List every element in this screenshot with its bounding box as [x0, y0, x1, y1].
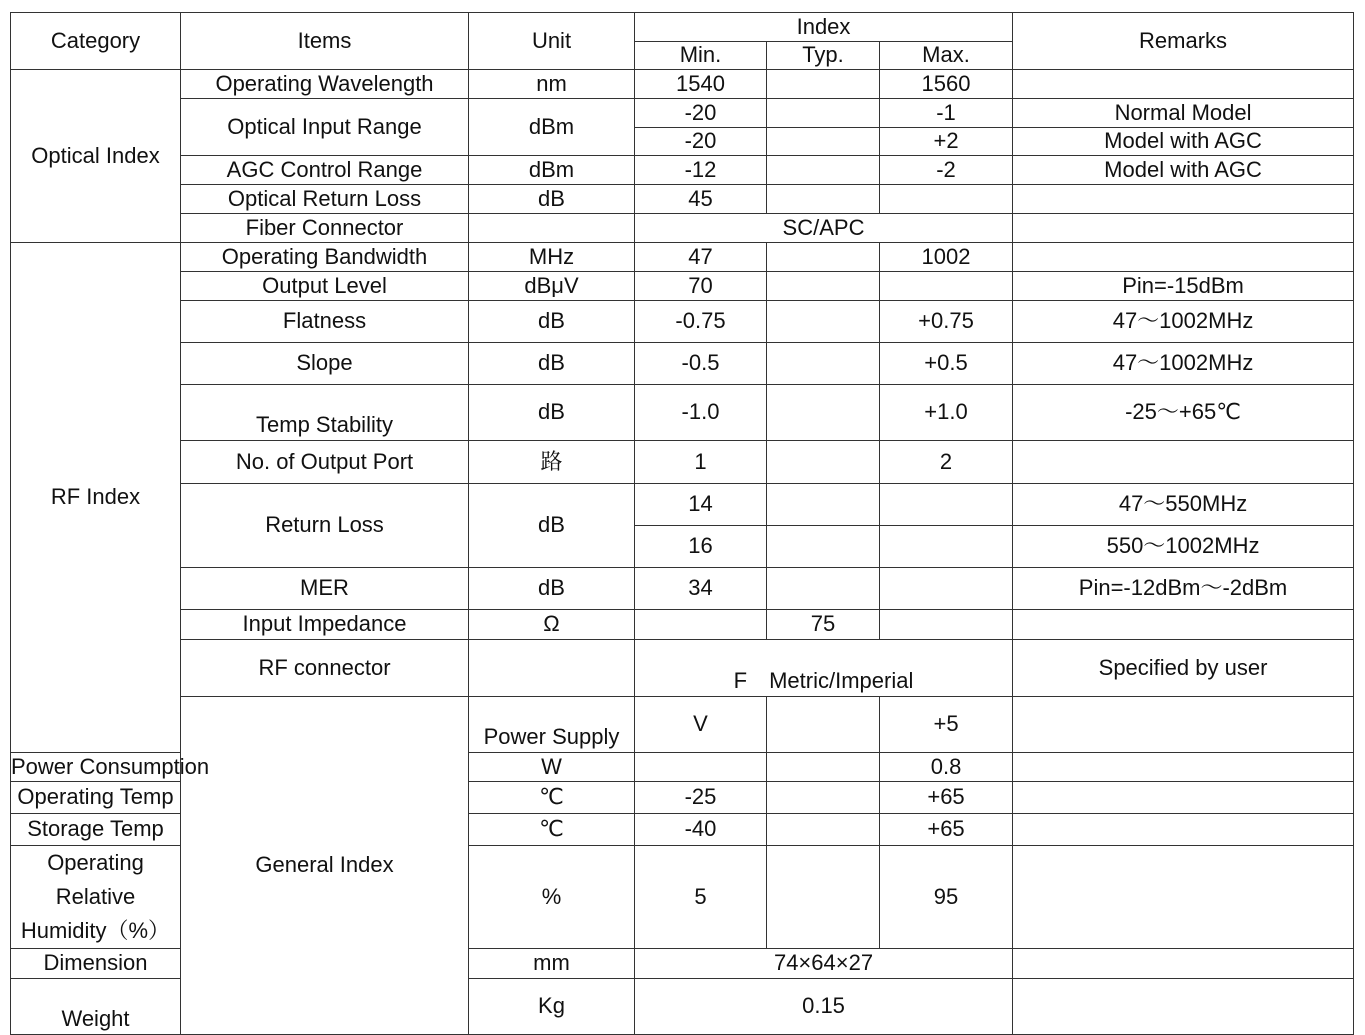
- min-cell: 70: [635, 272, 767, 301]
- item-cell: RF connector: [181, 640, 469, 697]
- unit-cell: dBm: [469, 99, 635, 156]
- max-cell: +65: [880, 814, 1013, 846]
- item-cell: MER: [181, 568, 469, 610]
- unit-cell: MHz: [469, 243, 635, 272]
- min-cell: -1.0: [635, 385, 767, 441]
- typ-cell: [767, 385, 880, 441]
- typ-cell: [767, 814, 880, 846]
- min-cell: 45: [635, 185, 767, 214]
- spec-table: [10, 12, 1354, 1035]
- max-cell: [1013, 697, 1354, 753]
- max-cell: +65: [880, 782, 1013, 814]
- typ-cell: [767, 753, 880, 782]
- min-cell: -0.75: [635, 301, 767, 343]
- typ-cell: [767, 568, 880, 610]
- typ-cell: [767, 70, 880, 99]
- min-cell: 16: [635, 526, 767, 568]
- typ-cell: [767, 526, 880, 568]
- min-cell: 1540: [635, 70, 767, 99]
- category-general: General Index: [181, 697, 469, 1035]
- remark-cell: [1013, 214, 1354, 243]
- max-cell: [880, 568, 1013, 610]
- remark-cell: [1013, 753, 1354, 782]
- remark-cell: Pin=-12dBm～-2dBm: [1013, 568, 1354, 610]
- item-cell: Storage Temp: [11, 814, 181, 846]
- item-cell: No. of Output Port: [181, 441, 469, 484]
- item-cell: AGC Control Range: [181, 156, 469, 185]
- item-cell: Flatness: [181, 301, 469, 343]
- table-row: [11, 272, 1354, 301]
- item-cell: Operating Wavelength: [181, 70, 469, 99]
- table-row: [11, 214, 1354, 243]
- remark-cell: 47～1002MHz: [1013, 343, 1354, 385]
- max-cell: 2: [880, 441, 1013, 484]
- table-row: [11, 640, 1354, 697]
- remark-cell: [1013, 949, 1354, 979]
- item-cell: Weight: [11, 979, 181, 1035]
- remark-cell: [1013, 610, 1354, 640]
- unit-cell: Ω: [469, 610, 635, 640]
- remark-cell: Specified by user: [1013, 640, 1354, 697]
- unit-cell: dBm: [469, 156, 635, 185]
- unit-cell: dB: [469, 385, 635, 441]
- header-unit: Unit: [469, 13, 635, 70]
- typ-cell: [767, 156, 880, 185]
- remark-cell: [1013, 979, 1354, 1035]
- typ-cell: +5: [880, 697, 1013, 753]
- min-cell: -20: [635, 128, 767, 156]
- header-index: Index: [635, 13, 1013, 42]
- min-cell: 34: [635, 568, 767, 610]
- min-cell: -25: [635, 782, 767, 814]
- item-cell: Output Level: [181, 272, 469, 301]
- item-cell: Return Loss: [181, 484, 469, 568]
- item-cell: Power Supply: [469, 697, 635, 753]
- item-cell: Dimension: [11, 949, 181, 979]
- remark-cell: Normal Model: [1013, 99, 1354, 128]
- max-cell: [880, 185, 1013, 214]
- remark-cell: [1013, 814, 1354, 846]
- max-cell: 0.8: [880, 753, 1013, 782]
- unit-cell: dB: [469, 343, 635, 385]
- table-row: [11, 484, 1354, 526]
- header-remarks: Remarks: [1013, 13, 1354, 70]
- remark-cell: 550～1002MHz: [1013, 526, 1354, 568]
- typ-cell: [767, 128, 880, 156]
- unit-cell: 路: [469, 441, 635, 484]
- remark-cell: [1013, 185, 1354, 214]
- table-row: [11, 243, 1354, 272]
- min-cell: -0.5: [635, 343, 767, 385]
- item-cell: Optical Input Range: [181, 99, 469, 156]
- typ-cell: 75: [767, 610, 880, 640]
- max-cell: 1560: [880, 70, 1013, 99]
- typ-cell: [767, 782, 880, 814]
- category-rf: RF Index: [11, 243, 181, 753]
- max-cell: -1: [880, 99, 1013, 128]
- item-cell: Operating Bandwidth: [181, 243, 469, 272]
- min-cell: 14: [635, 484, 767, 526]
- typ-cell: [767, 272, 880, 301]
- table-row: [11, 301, 1354, 343]
- typ-cell: [767, 301, 880, 343]
- unit-cell: ℃: [469, 814, 635, 846]
- remark-cell: [1013, 846, 1354, 949]
- unit-cell: Kg: [469, 979, 635, 1035]
- remark-cell: Model with AGC: [1013, 156, 1354, 185]
- table-row: [11, 156, 1354, 185]
- remark-cell: [1013, 441, 1354, 484]
- min-cell: -12: [635, 156, 767, 185]
- typ-cell: [767, 484, 880, 526]
- header-typ: Typ.: [767, 42, 880, 70]
- category-optical: Optical Index: [11, 70, 181, 243]
- item-cell: Slope: [181, 343, 469, 385]
- remark-cell: Pin=-15dBm: [1013, 272, 1354, 301]
- item-cell: Operating Temp: [11, 782, 181, 814]
- typ-cell: [767, 846, 880, 949]
- header-row: [11, 13, 1354, 42]
- value-cell: SC/APC: [635, 214, 1013, 243]
- unit-cell: dB: [469, 185, 635, 214]
- max-cell: [880, 526, 1013, 568]
- typ-cell: [767, 243, 880, 272]
- table-row: [11, 70, 1354, 99]
- table-row: [11, 441, 1354, 484]
- min-cell: 5: [635, 846, 767, 949]
- typ-cell: [767, 99, 880, 128]
- remark-cell: Model with AGC: [1013, 128, 1354, 156]
- min-cell: 47: [635, 243, 767, 272]
- table-row: [11, 185, 1354, 214]
- max-cell: +2: [880, 128, 1013, 156]
- unit-cell: nm: [469, 70, 635, 99]
- item-cell: Fiber Connector: [181, 214, 469, 243]
- table-row: [11, 568, 1354, 610]
- header-category: Category: [11, 13, 181, 70]
- item-cell: Power Consumption: [11, 753, 181, 782]
- min-cell: [767, 697, 880, 753]
- max-cell: +1.0: [880, 385, 1013, 441]
- min-cell: 1: [635, 441, 767, 484]
- unit-cell: dB: [469, 301, 635, 343]
- unit-cell: V: [635, 697, 767, 753]
- max-cell: 95: [880, 846, 1013, 949]
- remark-cell: [1013, 782, 1354, 814]
- max-cell: +0.5: [880, 343, 1013, 385]
- max-cell: [880, 484, 1013, 526]
- table-row: [11, 385, 1354, 441]
- min-cell: [635, 610, 767, 640]
- item-cell: Operating Relative Humidity（%）: [11, 846, 181, 949]
- max-cell: +0.75: [880, 301, 1013, 343]
- unit-cell: W: [469, 753, 635, 782]
- table-row: [11, 343, 1354, 385]
- remark-cell: 47～1002MHz: [1013, 301, 1354, 343]
- item-cell: Optical Return Loss: [181, 185, 469, 214]
- table-row: [11, 99, 1354, 128]
- min-cell: [635, 753, 767, 782]
- min-cell: -40: [635, 814, 767, 846]
- max-cell: -2: [880, 156, 1013, 185]
- header-max: Max.: [880, 42, 1013, 70]
- unit-cell: dBμV: [469, 272, 635, 301]
- item-cell: Input Impedance: [181, 610, 469, 640]
- table-row: [11, 610, 1354, 640]
- remark-cell: [1013, 70, 1354, 99]
- unit-cell: ℃: [469, 782, 635, 814]
- max-cell: [880, 272, 1013, 301]
- remark-cell: [1013, 243, 1354, 272]
- remark-cell: 47～550MHz: [1013, 484, 1354, 526]
- value-cell: F Metric/Imperial: [635, 640, 1013, 697]
- unit-cell: [469, 640, 635, 697]
- header-items: Items: [181, 13, 469, 70]
- unit-cell: dB: [469, 568, 635, 610]
- unit-cell: %: [469, 846, 635, 949]
- table-row: [11, 697, 1354, 753]
- typ-cell: [767, 441, 880, 484]
- unit-cell: [469, 214, 635, 243]
- item-cell: Temp Stability: [181, 385, 469, 441]
- value-cell: 0.15: [635, 979, 1013, 1035]
- remark-cell: -25～+65℃: [1013, 385, 1354, 441]
- min-cell: -20: [635, 99, 767, 128]
- max-cell: 1002: [880, 243, 1013, 272]
- value-cell: 74×64×27: [635, 949, 1013, 979]
- typ-cell: [767, 185, 880, 214]
- typ-cell: [767, 343, 880, 385]
- header-min: Min.: [635, 42, 767, 70]
- unit-cell: dB: [469, 484, 635, 568]
- unit-cell: mm: [469, 949, 635, 979]
- max-cell: [880, 610, 1013, 640]
